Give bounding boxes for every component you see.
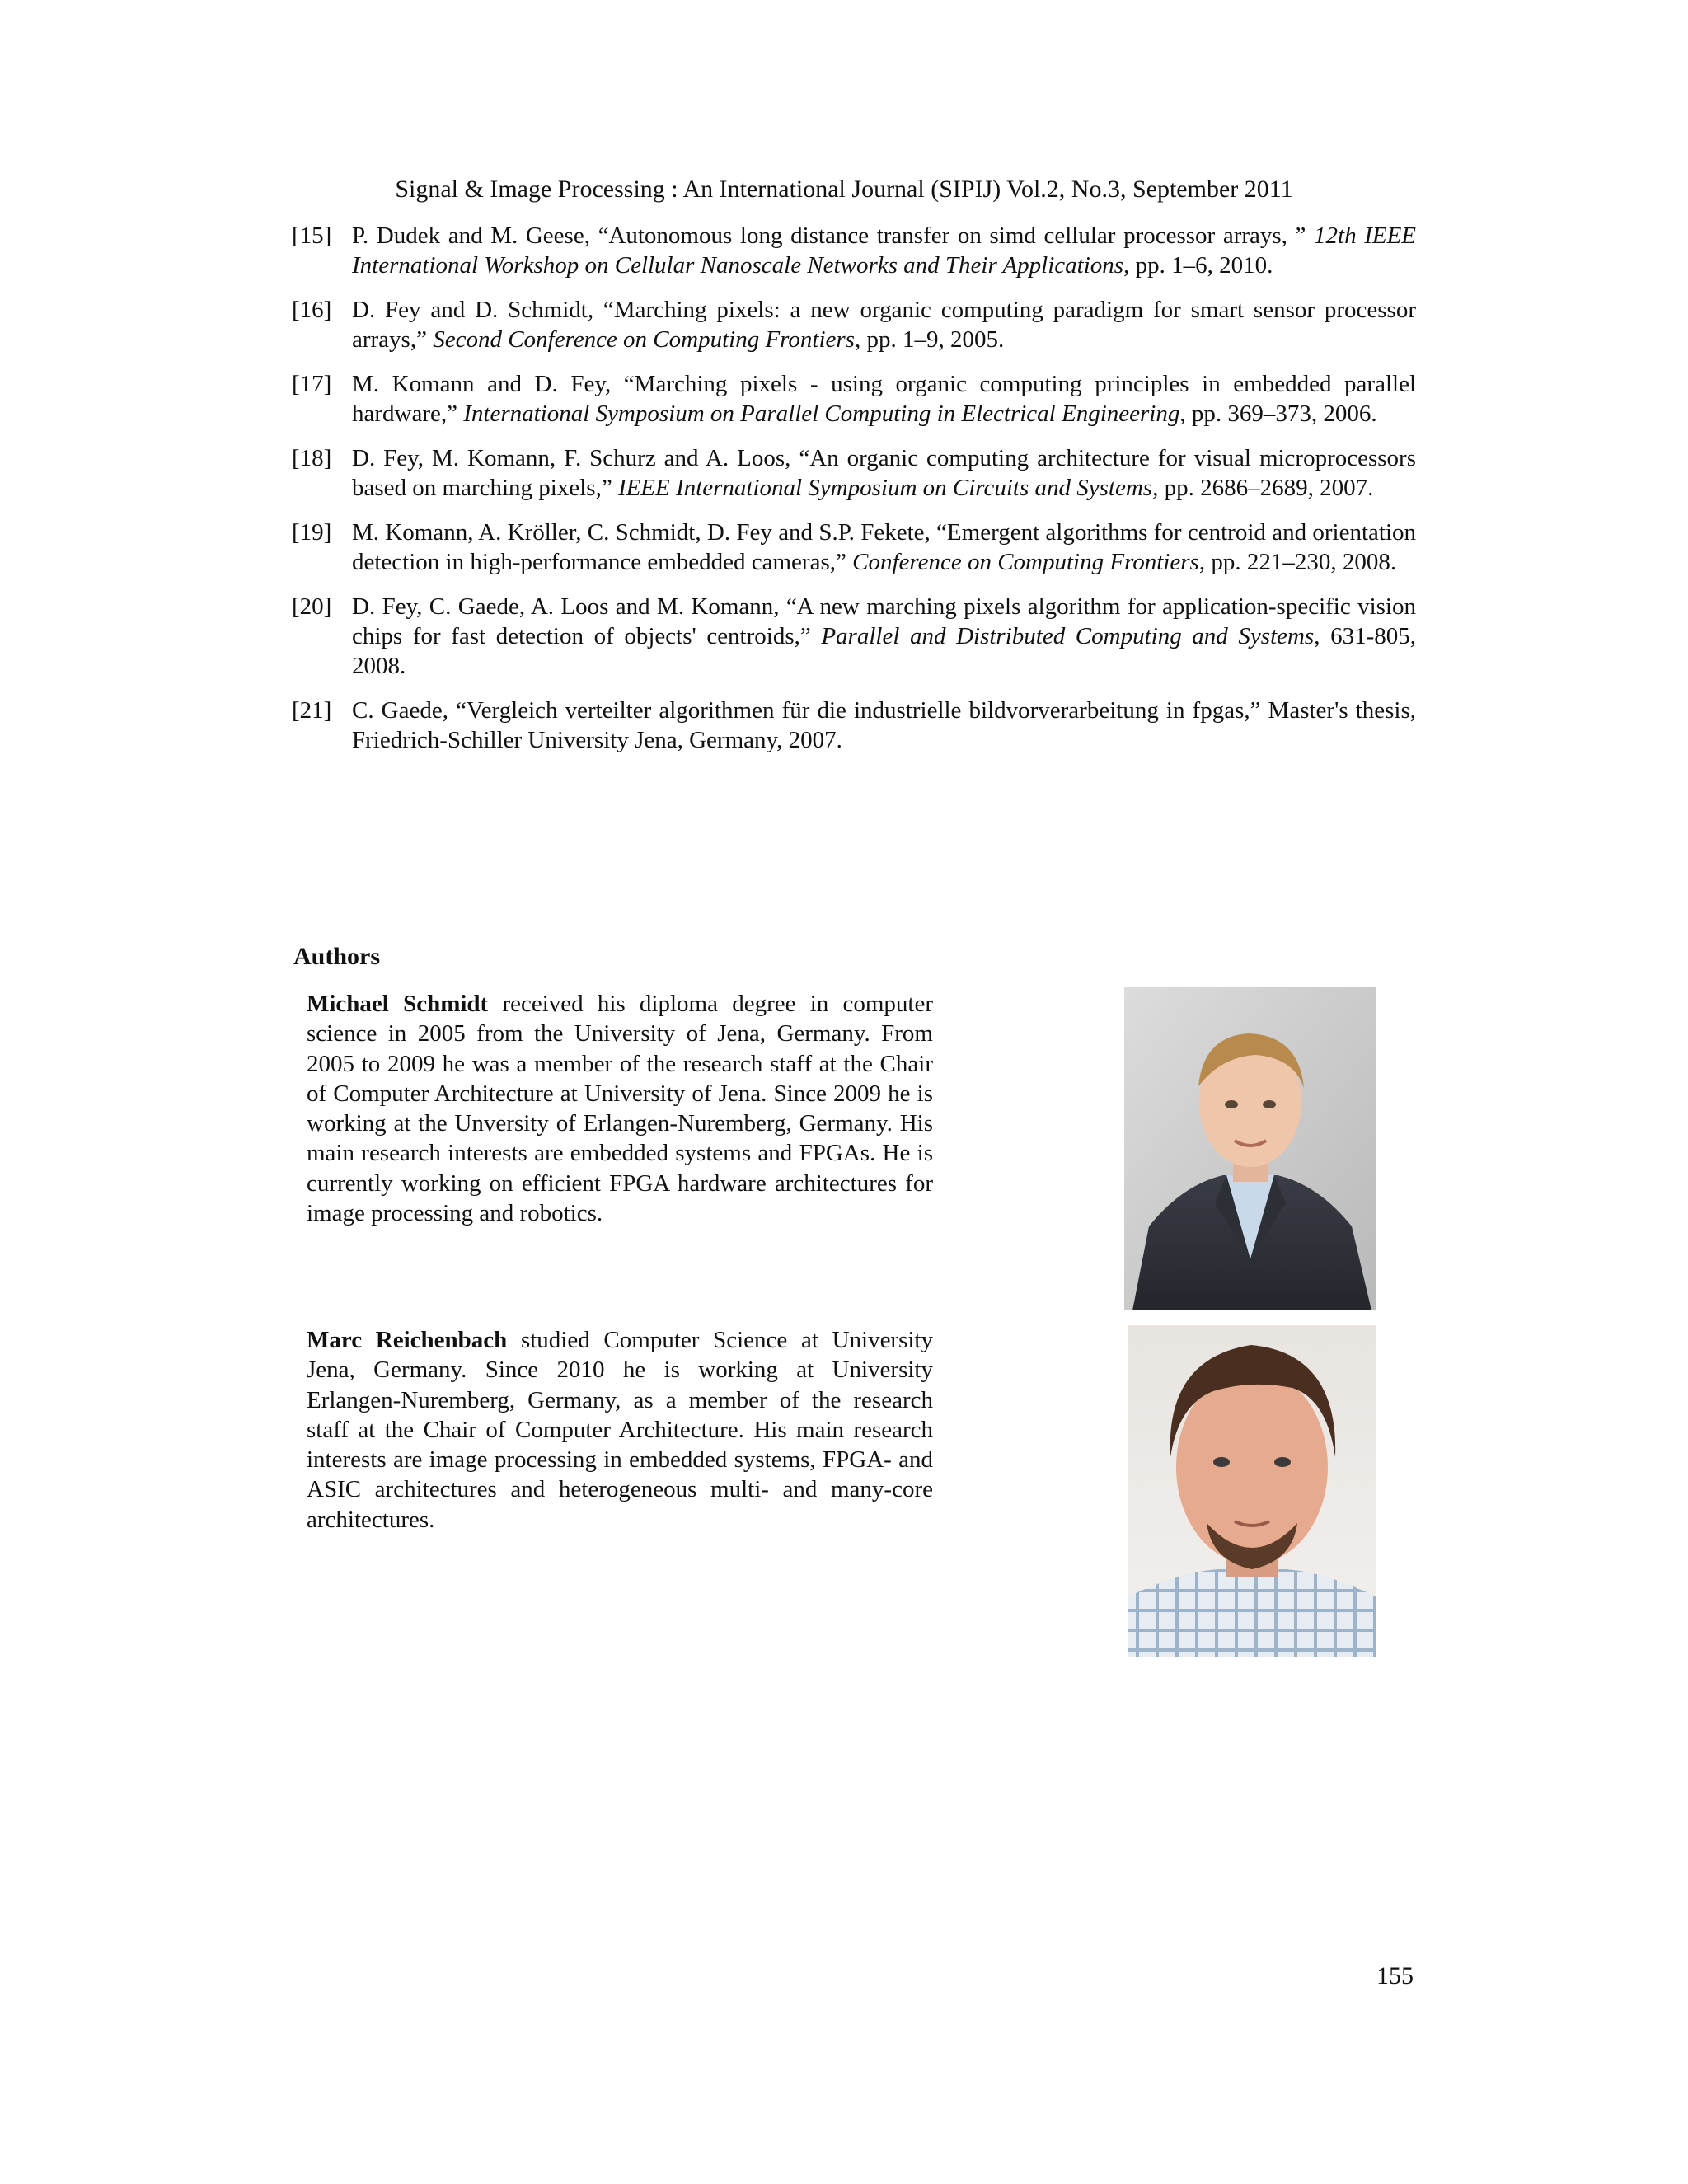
- reference-item: [292, 592, 1416, 681]
- reference-details: , pp. 221–230, 2008.: [1198, 549, 1397, 575]
- reference-authors-title: D. Fey and D. Schmidt, “Marching pixels: a new organic computing paradigm for smart sensor processor arrays,”: [352, 297, 1416, 353]
- reference-text: [352, 223, 1416, 279]
- reference-list: [292, 221, 1416, 770]
- page-number: 155: [1376, 1962, 1414, 1990]
- portrait-illustration: [1128, 1325, 1376, 1657]
- reference-venue: Second Conference on Computing Frontiers: [433, 326, 855, 353]
- reference-venue: Parallel and Distributed Computing and Systems: [821, 623, 1315, 649]
- reference-item: [292, 221, 1416, 280]
- reference-text: [352, 519, 1416, 575]
- reference-text: [352, 371, 1416, 427]
- reference-details: , 631-805, 2008.: [352, 623, 1416, 679]
- reference-details: , pp. 1–9, 2005.: [854, 326, 1005, 353]
- running-header: Signal & Image Processing : An International Journal (SIPIJ) Vol.2, No.3, September 2011: [395, 176, 1293, 203]
- reference-number: [21]: [292, 697, 332, 724]
- reference-item: [292, 696, 1416, 755]
- reference-authors-title: D. Fey, C. Gaede, A. Loos and M. Komann, “A new marching pixels algorithm for application-specific vision chips for fast detection of objects' centroids,”: [352, 593, 1416, 649]
- reference-number: [17]: [292, 371, 332, 397]
- reference-authors-title: M. Komann and D. Fey, “Marching pixels - using organic computing principles in embedded parallel hardware,”: [352, 371, 1416, 427]
- reference-venue: 12th IEEE International Workshop on Cellular Nanoscale Networks and Their Applications: [352, 223, 1417, 279]
- author-name: Michael Schmidt: [307, 991, 489, 1017]
- author-bio-marc-reichenbach: [307, 1325, 933, 1535]
- reference-authors-title: M. Komann, A. Kröller, C. Schmidt, D. Fey and S.P. Fekete, “Emergent algorithms for centroid and orientation detection in high-performance embedded cameras,”: [352, 519, 1416, 575]
- reference-text: [352, 445, 1416, 501]
- reference-text: [352, 593, 1416, 679]
- reference-details: , pp. 2686–2689, 2007.: [1152, 475, 1374, 501]
- reference-item: [292, 518, 1416, 577]
- author-name: Marc Reichenbach: [307, 1327, 508, 1353]
- author-photo-marc-reichenbach: [1128, 1325, 1376, 1657]
- reference-number: [20]: [292, 593, 332, 620]
- reference-text: [352, 697, 1416, 753]
- reference-item: [292, 443, 1416, 503]
- author-bio-text: studied Computer Science at University Jena, Germany. Since 2010 he is working at University Erlangen-Nuremberg, Germany, as a member of the research staff at the Chair of Computer Architecture. His main research interests are image processing in embedded systems, FPGA- and ASIC architectures and heterogeneous multi- and many-core architectures.: [307, 1327, 933, 1533]
- reference-authors-title: C. Gaede, “Vergleich verteilter algorithmen für die industrielle bildvorverarbeitung in fpgas,” Master's thesis, Friedrich-Schiller University Jena, Germany, 2007.: [352, 697, 1416, 753]
- reference-details: , pp. 1–6, 2010.: [1123, 252, 1273, 279]
- authors-heading: Authors: [293, 943, 381, 970]
- reference-item: [292, 369, 1416, 429]
- author-bio-text: received his diploma degree in computer science in 2005 from the University of Jena, Germany. From 2005 to 2009 he was a member of the research staff at the Chair of Computer Architecture at University of Jena. Since 2009 he is working at the Unversity of Erlangen-Nuremberg, Germany. His main research interests are embedded systems and FPGAs. He is currently working on efficient FPGA hardware architectures for image processing and robotics.: [307, 991, 933, 1227]
- reference-item: [292, 295, 1416, 354]
- reference-venue: International Symposium on Parallel Computing in Electrical Engineering: [463, 401, 1180, 427]
- portrait-illustration: [1124, 987, 1376, 1310]
- reference-number: [15]: [292, 223, 332, 249]
- reference-number: [16]: [292, 297, 332, 323]
- author-photo-michael-schmidt: [1124, 987, 1376, 1310]
- reference-text: [352, 297, 1416, 353]
- reference-venue: IEEE International Symposium on Circuits and Systems: [617, 475, 1153, 501]
- reference-authors-title: P. Dudek and M. Geese, “Autonomous long distance transfer on simd cellular processor arrays, ”: [352, 223, 1315, 249]
- reference-venue: Conference on Computing Frontiers: [852, 549, 1199, 575]
- reference-authors-title: D. Fey, M. Komann, F. Schurz and A. Loos, “An organic computing architecture for visual microprocessors based on marching pixels,”: [352, 445, 1416, 501]
- reference-details: , pp. 369–373, 2006.: [1179, 401, 1377, 427]
- reference-number: [19]: [292, 519, 332, 546]
- reference-number: [18]: [292, 445, 332, 471]
- author-bio-michael-schmidt: [307, 989, 933, 1228]
